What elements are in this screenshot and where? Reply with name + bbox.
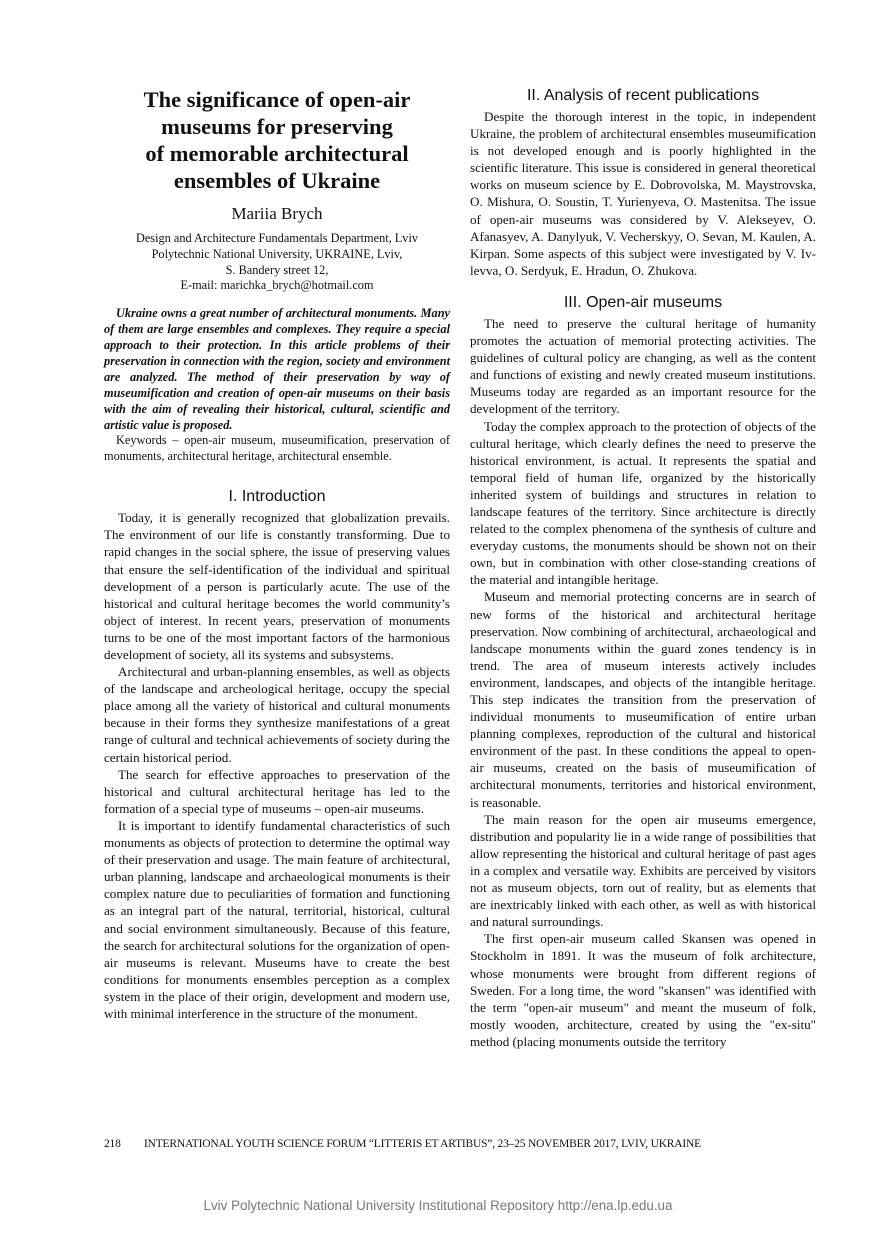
affiliation-line: S. Bandery street 12, bbox=[225, 262, 329, 277]
repository-watermark: Lviv Polytechnic National University Institutional Repository http://ena.lp.edu.ua bbox=[203, 1198, 673, 1213]
title-line: of memorable architectural bbox=[145, 141, 409, 166]
author-email: E-mail: marichka_brych@hotmail.com bbox=[180, 278, 374, 293]
body-paragraph: Museum and memorial protecting concerns are in search of new forms of the historical and architectural heritage preservation. Now combining of architectural, archaeological and landscape monuments within the guard zones tendency is in trend. The area of museum interests actively includes environment, landscapes, and objects of the intangible heritage. This step indicates the transition from the preservation of individual monuments to museumification of entire urban planning complexes, reproduction of the cultural and historical environment of the past. In these conditions the appeal to open-air museums, created on the basis of museumification of architectural monuments, territories and historical environment, is reasonable. bbox=[470, 589, 816, 810]
conference-name: INTERNATIONAL YOUTH SCIENCE FORUM “LITTERIS ET ARTIBUS”, 23–25 NOVEMBER 2017, LVIV, UKRAINE bbox=[144, 1138, 701, 1150]
page-footer bbox=[104, 1138, 804, 1150]
body-paragraph: The main reason for the open air museums emergence, distribution and popularity lie in a wide range of possibilities that allow representing the historical and cultural heritage of past ages in a complex and versatile way. Exhibits are perceived by visitors not as museum objects, torn out of reality, but as elements that are inextricably linked with each other, as well as with historical and natural surroundings. bbox=[470, 811, 816, 930]
section-heading-introduction: I. Introduction bbox=[228, 488, 326, 506]
body-paragraph: Architectural and urban-planning ensembles, as well as objects of the landscape and archeological heritage, occupy the special place among all the variety of historical and cultural monuments because in their forms they synthesize manifestations of a great range of cultural and technical achievements of society during the certain historical period. bbox=[104, 664, 450, 765]
body-paragraph: It is important to identify fundamental characteristics of such monuments as objects of protection to determine the optimal way of their preservation and usage. The main feature of architectural, urban planning, landscape and archaeological monuments is their complex nature due to peculiarities of formation and functioning as an integral part of the natural, territorial, historical, cultural and social environment simultaneously. Because of this feature, the search for architectural solutions for the organization of open-air museums is relevant. Museums have to create the best conditions for monuments ensembles perception as a complex system in the place of their origin, development and modern use, with minimal interference in the structure of the monument. bbox=[104, 817, 450, 1021]
title-line: The significance of open-air bbox=[143, 87, 411, 112]
body-paragraph: The first open-air museum called Skansen was opened in Stockholm in 1891. It was the museum of folk architecture, whose monuments were brought from different regions of Sweden. For a long time, the word "skansen" was identified with the term "open-air museum" and meant the museum of folk, mostly wooden, architecture, created by using the "ex-situ" method (placing monuments outside the territory bbox=[470, 931, 816, 1049]
section-heading-open-air-museums: III. Open-air museums bbox=[563, 293, 723, 311]
right-column bbox=[470, 86, 816, 1050]
title-line: museums for preserving bbox=[161, 114, 393, 139]
body-paragraph: Today the complex approach to the protection of objects of the cultural heritage, which clearly defines the need to preserve the historical environment, is actual. It represents the spatial and temporal field of human life, organized by the historically inherited system of buildings and structures in relation to landscape features of the territory. Since architecture is directly related to the complex phenomena of the synthesis of culture and everyday customs, the monuments should be shown not on their own, but in combination with other close-standing creations of the material and intangible heritage. bbox=[470, 418, 816, 588]
body-paragraph: Today, it is generally recognized that globalization prevails. The environment of our life is constantly transforming. Due to rapid changes in the social sphere, the issue of preserving values that ensure the self-identification of the individual and spiritual development of a person is particularly acute. The use of the historical and cultural heritage becomes the world community’s object of interest. In recent years, preservation of monuments turns to be one of the most important factors of the harmonious development of society, all its systems and subsystems. bbox=[104, 510, 450, 662]
keywords: Keywords – open-air museum, museumification, preservation of monuments, architectural heritage, architectural ensemble. bbox=[104, 433, 450, 464]
section-heading-analysis: II. Analysis of recent publications bbox=[526, 87, 760, 104]
author-name: Mariia Brych bbox=[231, 204, 323, 223]
abstract: Ukraine owns a great number of architectural monuments. Many of them are large ensembles and complexes. They require a special approach to their protection. In this article problems of their preservation in connection with the region, society and environment are analyzed. The method of their preservation by way of museumification and creation of open-air museums on their basis with the aim of revealing their historical, cultural, scientific and artistic value is proposed. bbox=[104, 306, 450, 432]
author-affiliation bbox=[104, 231, 450, 294]
body-paragraph: Despite the thorough interest in the topic, in independent Ukraine, the problem of architectural ensembles museumification is not developed enough and is poorly highlighted in the scientific literature. This issue is considered in general theoretical works on museum science by E. Dobrovolska, M. Maystrovska, O. Mishura, O. Soustin, T. Yurienyeva, O. Mastenitsa. The issue of open-air museums was considered by V. Alekseyev, O. Afanasyev, A. Danylyuk, V. Vecherskyy, O. Sevan, M. Kaulen, A. Kirpan. Some aspects of this subject were investigated by V. Ivlevva, O. Serdyuk, E. Hradun, O. Zhukova. bbox=[470, 109, 816, 278]
body-paragraph: The search for effective approaches to preservation of the historical and cultural architectural heritage has led to the formation of a special type of museums – open-air museums. bbox=[104, 766, 450, 816]
affiliation-line: Design and Architecture Fundamentals Department, Lviv bbox=[135, 231, 419, 245]
body-paragraph: The need to preserve the cultural heritage of humanity promotes the actuation of memorial protecting activities. The guidelines of cultural policy are changing, as well as the content and functions of existing and newly created museum institutions. Museums today are regarded as an important resource for the development of the territory. bbox=[470, 315, 816, 417]
page-number: 218 bbox=[104, 1138, 121, 1150]
left-column bbox=[104, 86, 450, 1022]
affiliation-line: Polytechnic National University, UKRAINE, Lviv, bbox=[151, 246, 403, 261]
paper-title bbox=[104, 86, 450, 194]
title-line: ensembles of Ukraine bbox=[173, 168, 381, 193]
